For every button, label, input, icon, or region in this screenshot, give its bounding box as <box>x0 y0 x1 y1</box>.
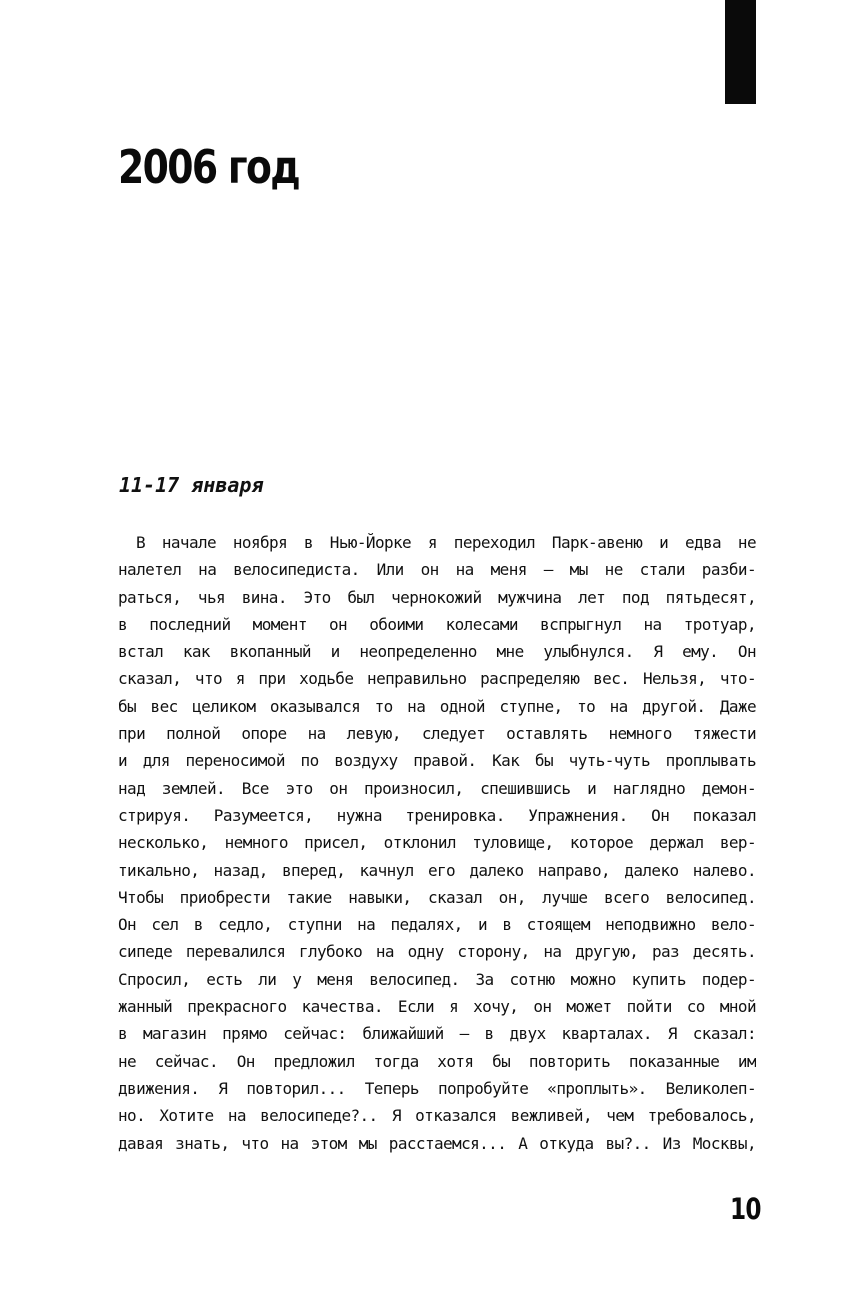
text-line: бы вес целиком оказывался то на одной ступне, то на другой. Даже <box>118 696 756 716</box>
text-line: тикально, назад, вперед, качнул его далеко направо, далеко налево. <box>118 860 756 880</box>
text-line: не сейчас. Он предложил тогда хотя бы повторить показанные им <box>118 1051 756 1071</box>
text-line: сказал, что я при ходьбе неправильно распределяю вес. Нельзя, что- <box>118 669 756 689</box>
body-paragraph <box>118 529 756 1157</box>
text-line: в последний момент он обоими колесами вспрыгнул на тротуар, <box>118 614 756 634</box>
text-line: сипеде перевалился глубоко на одну сторону, на другую, раз десять. <box>118 942 756 962</box>
text-line: жанный прекрасного качества. Если я хочу, он может пойти со мной <box>118 997 756 1017</box>
text-line: но. Хотите на велосипеде?.. Я отказался вежливей, чем требовалось, <box>118 1106 756 1126</box>
chapter-title: 2006 год <box>118 140 300 194</box>
text-line: Чтобы приобрести такие навыки, сказал он, лучше всего велосипед. <box>118 887 756 907</box>
text-line: Он сел в седло, ступни на педалях, и в стоящем неподвижно вело- <box>118 915 756 935</box>
text-line: и для переносимой по воздуху правой. Как бы чуть-чуть проплывать <box>118 751 756 771</box>
chapter-tab-marker <box>725 0 756 104</box>
text-line: над землей. Все это он произносил, спешившись и наглядно демон- <box>118 778 756 798</box>
text-line: встал как вкопанный и неопределенно мне улыбнулся. Я ему. Он <box>118 642 756 662</box>
text-line: движения. Я повторил... Теперь попробуйте «проплыть». Великолеп- <box>118 1078 756 1098</box>
page-number: 10 <box>730 1192 761 1226</box>
text-line: в магазин прямо сейчас: ближайший — в двух кварталах. Я сказал: <box>118 1024 756 1044</box>
text-line: несколько, немного присел, отклонил туловище, которое держал вер- <box>118 833 756 853</box>
text-line: раться, чья вина. Это был чернокожий мужчина лет под пятьдесят, <box>118 587 756 607</box>
text-line: В начале ноября в Нью-Йорке я переходил Парк-авеню и едва не <box>136 533 756 552</box>
text-line: налетел на велосипедиста. Или он на меня — мы не стали разби- <box>118 560 756 580</box>
section-date-heading: 11-17 января <box>119 473 264 497</box>
text-line: при полной опоре на левую, следует оставлять немного тяжести <box>118 724 756 744</box>
text-line: Спросил, есть ли у меня велосипед. За сотню можно купить подер- <box>118 969 756 989</box>
text-line: стрируя. Разумеется, нужна тренировка. Упражнения. Он показал <box>118 805 756 825</box>
text-line: давая знать, что на этом мы расстаемся... А откуда вы?.. Из Москвы, <box>118 1133 756 1153</box>
